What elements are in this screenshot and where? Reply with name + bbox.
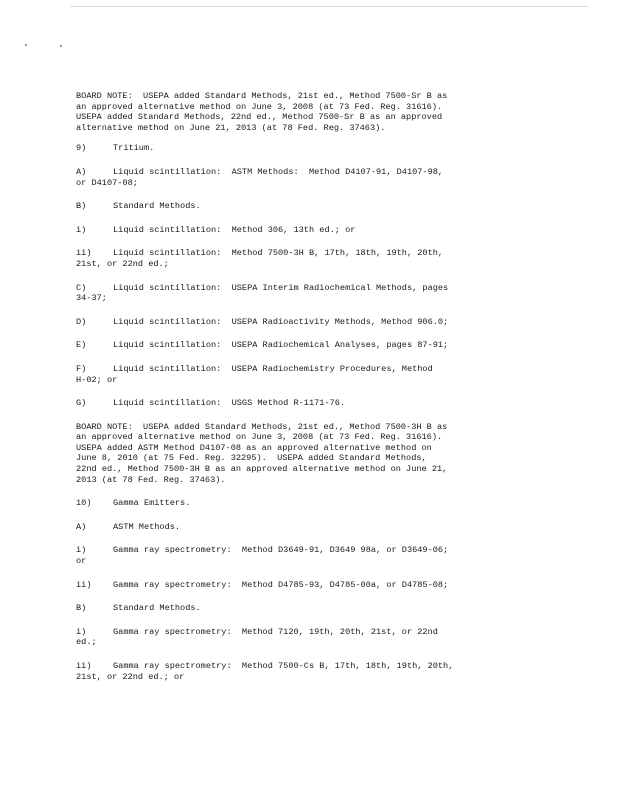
item-label: A) (76, 166, 87, 177)
item-label: D) (76, 316, 87, 327)
list-item (76, 522, 546, 533)
item-text: Gamma ray spectrometry: Method D3649-91, D3649 98a, or D3649-06; (113, 545, 449, 556)
item-label: i) (76, 626, 87, 637)
list-item (76, 283, 546, 304)
scan-speck (25, 44, 27, 46)
list-item (76, 248, 546, 269)
section-heading-gamma-emitters (76, 498, 546, 509)
item-text-continued: 21st, or 22nd ed.; or (76, 671, 185, 682)
item-text: Liquid scintillation: USEPA Radiochemical Analyses, pages 87-91; (113, 340, 449, 351)
board-note-tritium (76, 422, 546, 486)
item-text: Standard Methods. (113, 201, 201, 212)
item-text: Liquid scintillation: USGS Method R-1171-76. (113, 398, 346, 409)
list-item (76, 580, 546, 591)
board-note-line: June 8, 2010 (at 75 Fed. Reg. 32295). USEPA added Standard Methods, (76, 453, 427, 464)
item-text: Gamma ray spectrometry: Method 7120, 19th, 20th, 21st, or 22nd (113, 626, 438, 637)
list-item (76, 364, 546, 385)
section-number: 10) (76, 498, 92, 509)
list-item (76, 627, 546, 648)
item-text-continued: or (76, 556, 87, 567)
item-label: i) (76, 545, 87, 556)
item-text: Liquid scintillation: ASTM Methods: Method D4107-91, D4107-98, (113, 166, 444, 177)
list-item (76, 340, 546, 351)
item-label: B) (76, 603, 87, 614)
item-label: F) (76, 363, 87, 374)
item-text: Liquid scintillation: USEPA Interim Radiochemical Methods, pages (113, 282, 449, 293)
scan-speck (60, 45, 62, 47)
list-item (76, 225, 546, 236)
item-label: G) (76, 398, 87, 409)
item-label: ii) (76, 661, 92, 671)
item-text: Liquid scintillation: USEPA Radiochemistry Procedures, Method (113, 363, 433, 374)
item-text-continued: H-02; or (76, 374, 118, 385)
item-label: E) (76, 340, 87, 351)
board-note-line: USEPA added ASTM Method D4107-08 as an approved alternative method on (76, 442, 432, 453)
section-title: Gamma Emitters. (113, 498, 191, 509)
item-label: B) (76, 201, 87, 212)
list-item (76, 201, 546, 212)
section-heading-tritium (76, 143, 546, 154)
item-text: Liquid scintillation: Method 306, 13th ed.; or (113, 224, 356, 235)
board-note-line: 2013 (at 78 Fed. Reg. 37463). (76, 474, 226, 485)
item-text: Gamma ray spectrometry: Method 7500-Cs B, 17th, 18th, 19th, 20th, (113, 661, 454, 671)
board-note-line: an approved alternative method on June 3, 2008 (at 73 Fed. Reg. 31616). (76, 432, 443, 443)
document-page (76, 91, 546, 682)
list-item (76, 317, 546, 328)
item-label: ii) (76, 248, 92, 259)
board-note-line: BOARD NOTE: USEPA added Standard Methods, 21st ed., Method 7500-3H B as (76, 421, 448, 432)
list-item (76, 398, 546, 409)
item-text: Standard Methods. (113, 603, 201, 614)
board-note-strontium (76, 91, 546, 133)
top-scan-rule (70, 6, 588, 7)
board-note-line: an approved alternative method on June 3, 2008 (at 73 Fed. Reg. 31616). (76, 101, 443, 112)
item-text: ASTM Methods. (113, 521, 181, 532)
item-text-continued: or D4107-08; (76, 177, 138, 188)
item-label: ii) (76, 579, 92, 590)
item-text-continued: ed.; (76, 637, 97, 648)
list-item (76, 167, 546, 188)
board-note-line: USEPA added Standard Methods, 22nd ed., Method 7500-Sr B as an approved (76, 112, 443, 123)
item-text: Liquid scintillation: USEPA Radioactivity Methods, Method 906.0; (113, 316, 449, 327)
section-number: 9) (76, 143, 87, 154)
item-text: Liquid scintillation: Method 7500-3H B, 17th, 18th, 19th, 20th, (113, 248, 444, 259)
board-note-line: BOARD NOTE: USEPA added Standard Methods, 21st ed., Method 7500-Sr B as (76, 91, 448, 101)
item-text-continued: 21st, or 22nd ed.; (76, 258, 169, 269)
item-text: Gamma ray spectrometry: Method D4785-93, D4785-00a, or D4785-08; (113, 579, 449, 590)
item-label: A) (76, 521, 87, 532)
section-title: Tritium. (113, 143, 155, 154)
board-note-line: 22nd ed., Method 7500-3H B as an approved alternative method on June 21, (76, 464, 448, 475)
item-text-continued: 34-37; (76, 293, 107, 304)
item-label: C) (76, 282, 87, 293)
list-item (76, 545, 546, 566)
list-item (76, 661, 546, 682)
board-note-line: alternative method on June 21, 2013 (at 78 Fed. Reg. 37463). (76, 122, 386, 133)
list-item (76, 603, 546, 614)
item-label: i) (76, 224, 87, 235)
